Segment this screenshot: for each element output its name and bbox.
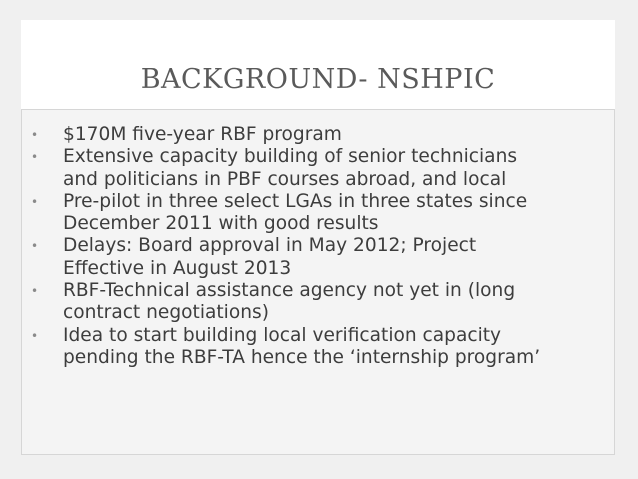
bullet-line: Idea to start building local verification capacity (63, 324, 502, 346)
title-box (21, 20, 615, 110)
bullet-item (31, 191, 606, 236)
bullet-item (31, 146, 606, 191)
bullet-marker: • (31, 128, 39, 142)
bullet-marker: • (31, 239, 39, 254)
bullet-item (31, 124, 606, 146)
bullet-line: $170M five-year RBF program (63, 124, 342, 145)
bullet-line: Extensive capacity building of senior technicians (63, 146, 518, 168)
bullet-item (31, 280, 606, 325)
bullet-list (31, 124, 606, 369)
bullet-item (31, 325, 606, 370)
bullet-line: pending the RBF-TA hence the ‘internship program’ (63, 346, 541, 368)
bullet-line: Effective in August 2013 (63, 257, 292, 279)
bullet-marker: • (31, 284, 39, 299)
bullet-item (31, 235, 606, 280)
bullet-line: Delays: Board approval in May 2012; Project (63, 235, 477, 257)
bullet-line: contract negotiations) (63, 302, 269, 324)
slide-title: BACKGROUND- NSHPIC (140, 64, 496, 95)
bullet-marker: • (31, 194, 39, 209)
bullet-line: and politicians in PBF courses abroad, and local (63, 168, 507, 190)
bullet-marker: • (31, 150, 39, 165)
bullet-line: December 2011 with good results (63, 213, 379, 235)
bullet-line: RBF-Technical assistance agency not yet in (long (63, 280, 516, 302)
bullet-marker: • (31, 328, 39, 343)
bullet-line: Pre-pilot in three select LGAs in three states since (63, 190, 528, 212)
